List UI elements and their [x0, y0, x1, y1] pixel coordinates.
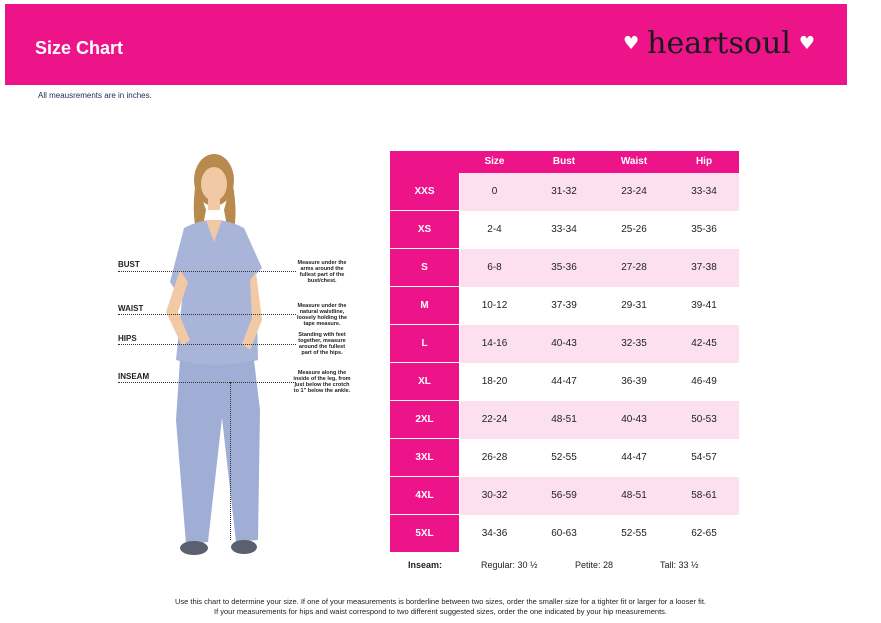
- waist-line: [118, 314, 296, 315]
- header-banner: [5, 4, 847, 85]
- hips-label: HIPS: [118, 334, 137, 343]
- waist-description: Measure under the natural waistline, loosely holding the tape measure.: [296, 303, 348, 327]
- inseam-row-label: Inseam:: [408, 560, 443, 570]
- measurement-note: All meausrements are in inches.: [38, 91, 152, 100]
- size-cell: 6-8: [487, 262, 502, 273]
- waist-label: WAIST: [118, 304, 144, 313]
- size-cell: 30-32: [481, 490, 508, 501]
- table-row: [390, 211, 739, 249]
- table-row: [390, 173, 739, 211]
- hips-description: Standing with feet together, measure around the fullest part of the hips.: [298, 332, 346, 356]
- inseam-line: [118, 382, 296, 383]
- footer-instructions: [0, 597, 881, 617]
- size-cell: 26-28: [481, 452, 508, 463]
- table-row: [390, 401, 739, 439]
- waist-cell: 32-35: [621, 338, 647, 349]
- column-header-size: Size: [484, 156, 505, 167]
- hip-cell: 54-57: [691, 452, 717, 463]
- column-header-bust: Bust: [552, 156, 576, 167]
- hip-cell: 50-53: [691, 414, 717, 425]
- table-row: [390, 287, 739, 325]
- size-cell: 34-36: [481, 528, 508, 539]
- size-label-cell: 5XL: [390, 515, 459, 552]
- hip-cell: 35-36: [691, 224, 717, 235]
- size-label-cell: 4XL: [390, 477, 459, 514]
- size-cell: 10-12: [481, 300, 508, 311]
- bust-cell: 31-32: [551, 186, 577, 197]
- bust-cell: 44-47: [551, 376, 577, 387]
- size-label-cell: 2XL: [390, 401, 459, 438]
- bust-cell: 60-63: [551, 528, 577, 539]
- inseam-petite: Petite: 28: [575, 560, 614, 570]
- model-figure: [110, 150, 370, 570]
- inseam-regular: Regular: 30 ½: [481, 560, 538, 570]
- size-cell: 2-4: [487, 224, 502, 235]
- waist-cell: 48-51: [621, 490, 647, 501]
- inseam-row: [390, 560, 739, 574]
- footer-line-1: Use this chart to determine your size. If one of your measurements is borderline between two sizes, order the smaller size for a tighter fit or larger for a looser fit.: [174, 597, 707, 606]
- heart-icon: ♥: [798, 32, 815, 54]
- size-label-cell: XS: [390, 211, 459, 248]
- table-row: [390, 439, 739, 477]
- hip-cell: 46-49: [691, 376, 717, 387]
- table-header: [390, 151, 739, 173]
- size-cell: 22-24: [481, 414, 508, 425]
- hip-cell: 37-38: [691, 262, 717, 273]
- bust-cell: 35-36: [551, 262, 577, 273]
- inseam-vertical-line: [230, 382, 231, 540]
- hip-cell: 42-45: [691, 338, 717, 349]
- size-label-cell: M: [390, 287, 459, 324]
- waist-cell: 25-26: [621, 224, 647, 235]
- size-label-cell: XL: [390, 363, 459, 400]
- bust-cell: 48-51: [551, 414, 577, 425]
- size-label-cell: L: [390, 325, 459, 362]
- inseam-tall: Tall: 33 ½: [660, 560, 699, 570]
- bust-label: BUST: [118, 260, 140, 269]
- bust-cell: 40-43: [551, 338, 577, 349]
- brand-logo: [623, 26, 815, 61]
- hip-cell: 39-41: [691, 300, 717, 311]
- inseam-label: INSEAM: [118, 372, 150, 381]
- size-cell: 14-16: [481, 338, 508, 349]
- waist-cell: 36-39: [621, 376, 647, 387]
- column-header-hip: Hip: [695, 156, 713, 167]
- hips-line: [118, 344, 296, 345]
- heart-icon: ♥: [622, 32, 640, 54]
- size-label-cell: 3XL: [390, 439, 459, 476]
- size-cell: 18-20: [481, 376, 508, 387]
- waist-cell: 52-55: [621, 528, 647, 539]
- model-illustration: [110, 150, 370, 570]
- bust-cell: 52-55: [551, 452, 577, 463]
- waist-cell: 40-43: [621, 414, 647, 425]
- bust-cell: 56-59: [551, 490, 577, 501]
- bust-line: [118, 271, 296, 272]
- bust-cell: 33-34: [551, 224, 577, 235]
- waist-cell: 44-47: [621, 452, 647, 463]
- column-header-waist: Waist: [620, 156, 648, 167]
- waist-cell: 29-31: [621, 300, 647, 311]
- table-row: [390, 249, 739, 287]
- bust-cell: 37-39: [551, 300, 577, 311]
- table-row: [390, 477, 739, 515]
- table-row: [390, 515, 739, 553]
- bust-description: Measure under the arms around the fullest part of the bust/chest.: [297, 260, 347, 284]
- hip-cell: 58-61: [691, 490, 717, 501]
- brand-name: heartsoul: [647, 26, 791, 61]
- page-title: Size Chart: [35, 38, 124, 58]
- size-label-cell: S: [390, 249, 459, 286]
- size-label-cell: XXS: [390, 173, 459, 210]
- waist-cell: 23-24: [621, 186, 647, 197]
- hip-cell: 33-34: [691, 186, 717, 197]
- footer-line-2: If your measurements for hips and waist correspond to two different suggested sizes, order the one indicated by your hip measurements.: [213, 607, 668, 616]
- hip-cell: 62-65: [691, 528, 717, 539]
- size-cell: 0: [491, 186, 498, 197]
- table-row: [390, 363, 739, 401]
- waist-cell: 27-28: [621, 262, 647, 273]
- inseam-description: Measure along the inside of the leg, from just below the crotch to 1" below the ankle.: [293, 370, 351, 394]
- table-row: [390, 325, 739, 363]
